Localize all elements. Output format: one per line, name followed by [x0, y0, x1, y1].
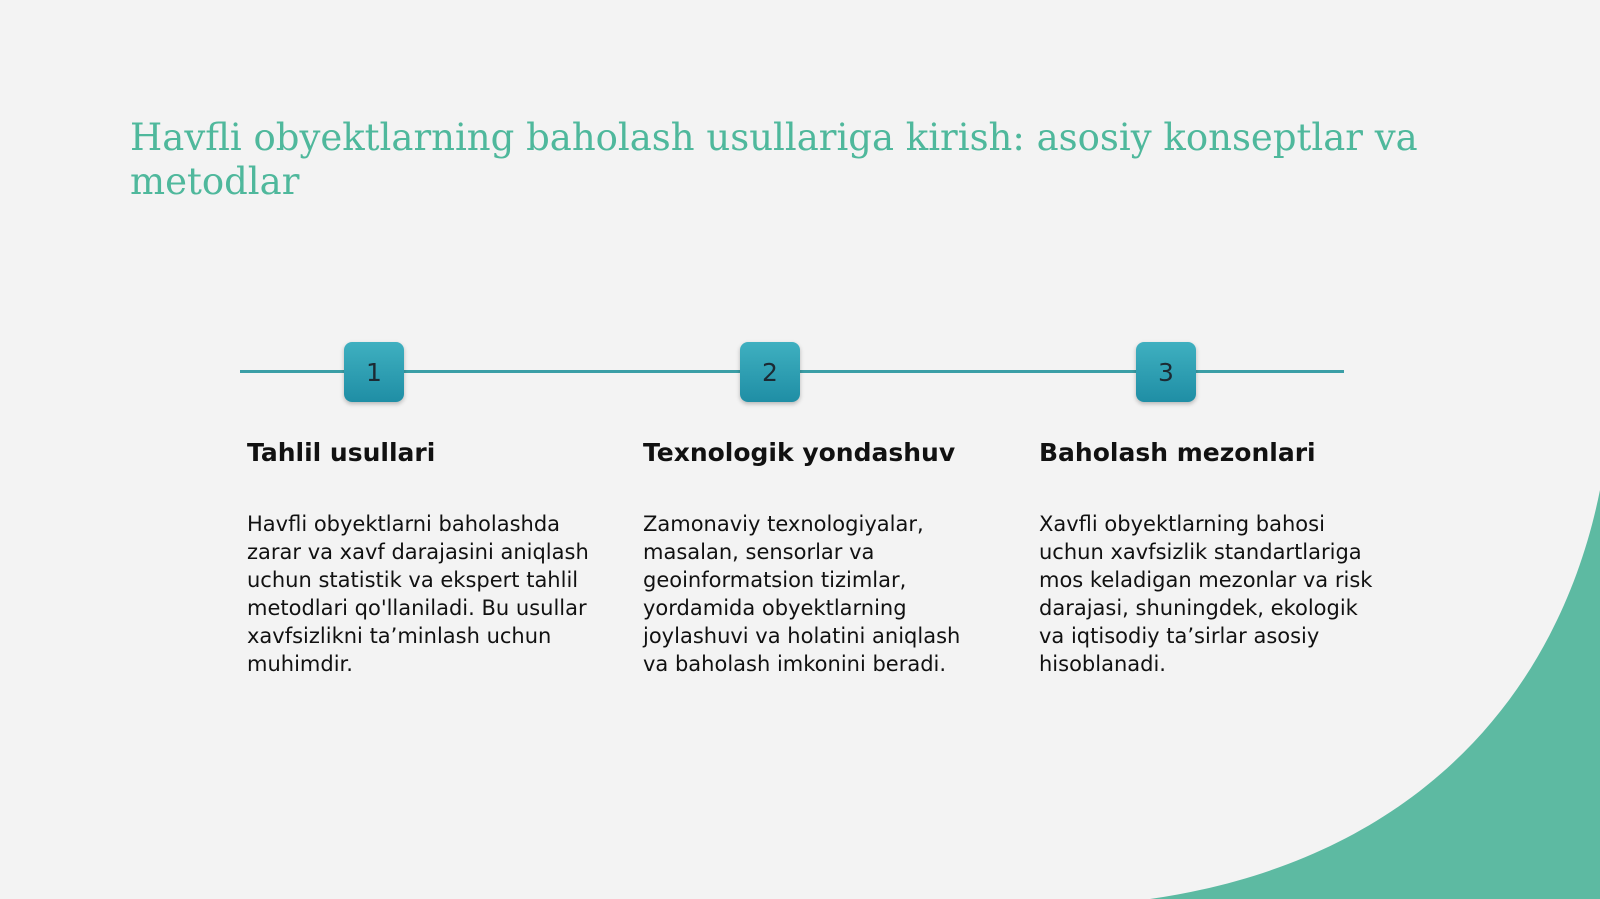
- step-heading: Texnologik yondashuv: [643, 438, 956, 467]
- step-column-3: [1039, 436, 1384, 676]
- step-marker-1: 1: [344, 342, 404, 402]
- step-heading: Baholash mezonlari: [1039, 438, 1316, 467]
- slide-title: Havfli obyektlarning baholash usullariga kirish: asosiy konseptlar va metodlar: [130, 116, 1418, 203]
- step-description: Havfli obyektlarni baholashda zarar va xavf darajasini aniqlash uchun statistik va ekspert tahlil metodlari qo'llaniladi. Bu usullar xavfsizlikni ta’minlash uchun muhimdir.: [247, 512, 589, 676]
- step-description: Xavfli obyektlarning bahosi uchun xavfsizlik standartlariga mos keladigan mezonlar va risk darajasi, shuningdek, ekologik va iqtisodiy ta’sirlar asosiy hisoblanadi.: [1039, 512, 1373, 676]
- step-heading: Tahlil usullari: [247, 438, 436, 467]
- step-description: Zamonaviy texnologiyalar, masalan, sensorlar va geoinformatsion tizimlar, yordamida obyektlarning joylashuvi va holatini aniqlash va baholash imkonini beradi.: [643, 512, 961, 676]
- step-column-2: [643, 436, 988, 676]
- step-column-1: [247, 436, 592, 676]
- step-marker-2: 2: [740, 342, 800, 402]
- step-marker-3: 3: [1136, 342, 1196, 402]
